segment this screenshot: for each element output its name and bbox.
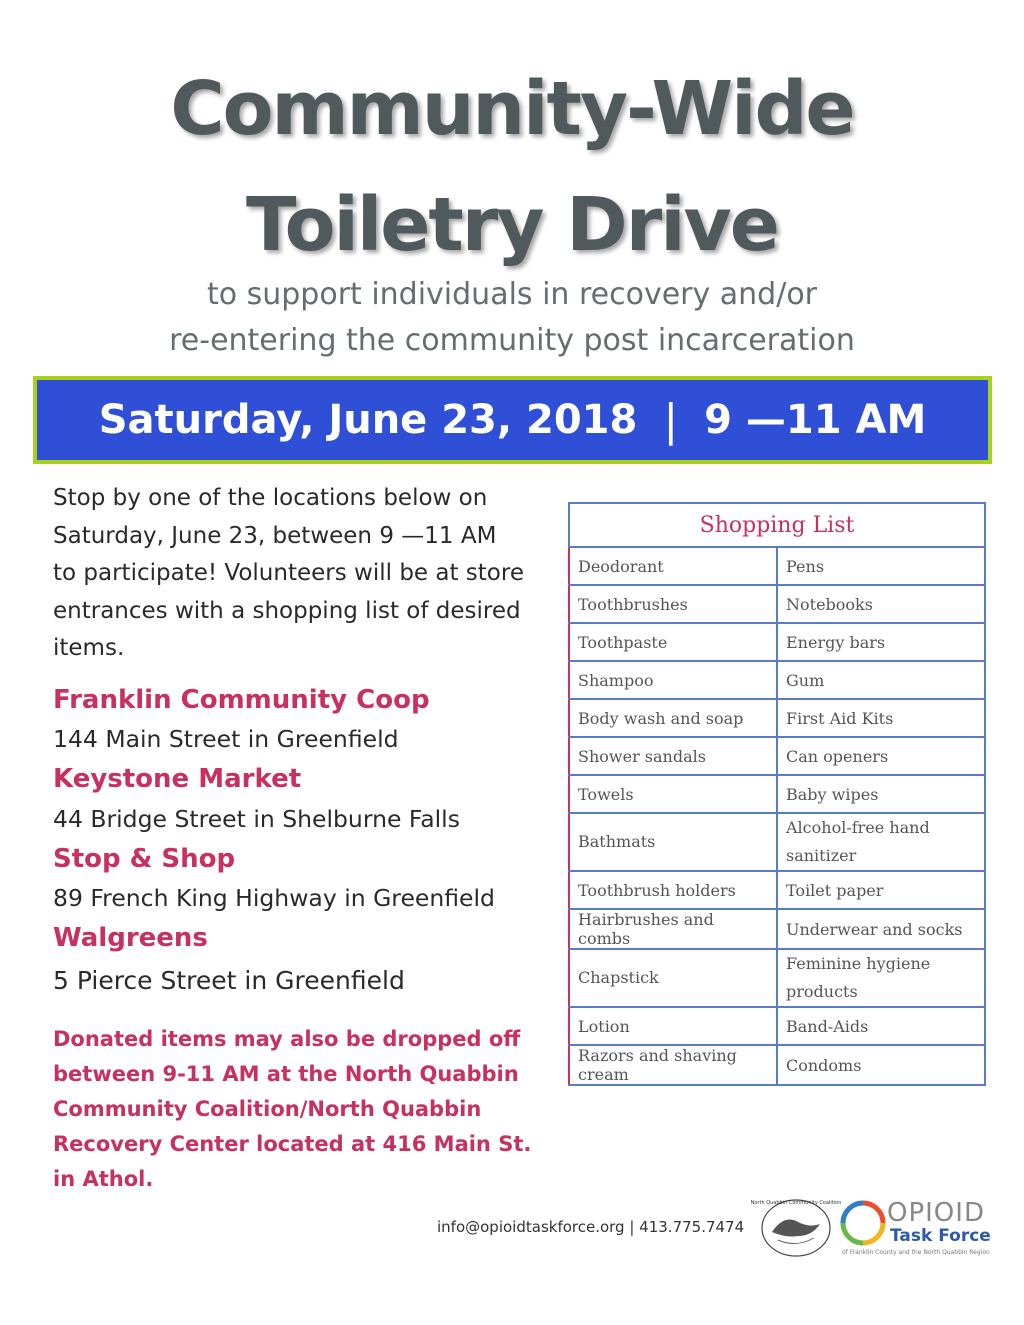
event-date: Saturday, June 23, 2018	[98, 397, 638, 443]
shopping-item: Bathmats	[569, 813, 777, 871]
shopping-item: Gum	[777, 661, 985, 699]
shopping-item: Toothbrushes	[569, 585, 777, 623]
shopping-item: Shower sandals	[569, 737, 777, 775]
title-line-1: Community-Wide	[170, 66, 854, 152]
intro-paragraph	[53, 480, 563, 668]
location-address-walgreens: 5 Pierce Street in Greenfield	[53, 966, 405, 995]
contact-info: info@opioidtaskforce.org | 413.775.7474	[437, 1218, 745, 1236]
location-address-franklin: 144 Main Street in Greenfield	[53, 725, 399, 753]
donation-line: in Athol.	[53, 1167, 154, 1191]
shopping-list-title: Shopping List	[569, 503, 985, 547]
shopping-item: Alcohol-free hand sanitizer	[777, 813, 985, 871]
shopping-item: Toothpaste	[569, 623, 777, 661]
subtitle-line-2: re-entering the community post incarceration	[169, 323, 855, 358]
intro-line: Stop by one of the locations below on	[53, 485, 488, 511]
shopping-item: First Aid Kits	[777, 699, 985, 737]
shopping-item: Feminine hygiene products	[777, 949, 985, 1007]
shopping-item: Razors and shaving cream	[569, 1045, 777, 1085]
shopping-item: Hairbrushes and combs	[569, 909, 777, 949]
shopping-item: Condoms	[777, 1045, 985, 1085]
logo-tagline: of Franklin County and the North Quabbin Region	[842, 1249, 990, 1256]
shopping-item: Energy bars	[777, 623, 985, 661]
intro-line: entrances with a shopping list of desired	[53, 597, 521, 624]
shopping-item: Towels	[569, 775, 777, 813]
donation-line: Recovery Center located at 416 Main St.	[53, 1132, 532, 1156]
shopping-item: Baby wipes	[777, 775, 985, 813]
location-name-walgreens: Walgreens	[53, 923, 208, 953]
donation-line: Community Coalition/North Quabbin	[53, 1097, 482, 1121]
location-name-franklin: Franklin Community Coop	[53, 685, 430, 715]
donation-line: Donated items may also be dropped off	[53, 1027, 521, 1051]
date-banner	[33, 376, 992, 464]
shopping-item: Chapstick	[569, 949, 777, 1007]
shopping-item: Deodorant	[569, 547, 777, 585]
shopping-item: Toilet paper	[777, 871, 985, 909]
shopping-item: Notebooks	[777, 585, 985, 623]
logo-opioid-text: OPIOID	[887, 1198, 985, 1228]
subtitle-line-1: to support individuals in recovery and/or	[206, 277, 818, 312]
location-address-stop-and-shop: 89 French King Highway in Greenfield	[53, 884, 495, 912]
title-line-2: Toiletry Drive	[246, 182, 778, 268]
opioid-task-force-ring-icon	[840, 1200, 886, 1246]
shopping-item: Band-Aids	[777, 1007, 985, 1045]
shopping-item: Shampoo	[569, 661, 777, 699]
location-name-stop-and-shop: Stop & Shop	[53, 844, 236, 874]
north-quabbin-logo	[750, 1192, 842, 1260]
svg-text:North Quabbin Community Coalit: North Quabbin Community Coalition	[750, 1200, 842, 1206]
event-time: 9 —11 AM	[704, 397, 927, 443]
shopping-item: Can openers	[777, 737, 985, 775]
shopping-item: Body wash and soap	[569, 699, 777, 737]
shopping-item: Pens	[777, 547, 985, 585]
shopping-item: Underwear and socks	[777, 909, 985, 949]
location-name-keystone: Keystone Market	[53, 764, 302, 794]
intro-line: items.	[53, 635, 125, 661]
location-address-keystone: 44 Bridge Street in Shelburne Falls	[53, 805, 460, 833]
logo-task-force-text: Task Force	[890, 1226, 991, 1246]
donation-note	[53, 1022, 573, 1197]
shopping-list-table	[568, 502, 986, 1086]
banner-separator: |	[663, 394, 679, 446]
shopping-item: Toothbrush holders	[569, 871, 777, 909]
donation-line: between 9-11 AM at the North Quabbin	[53, 1062, 519, 1086]
intro-line: Saturday, June 23, between 9 —11 AM	[53, 522, 497, 549]
shopping-item: Lotion	[569, 1007, 777, 1045]
intro-line: to participate! Volunteers will be at store	[53, 560, 524, 586]
